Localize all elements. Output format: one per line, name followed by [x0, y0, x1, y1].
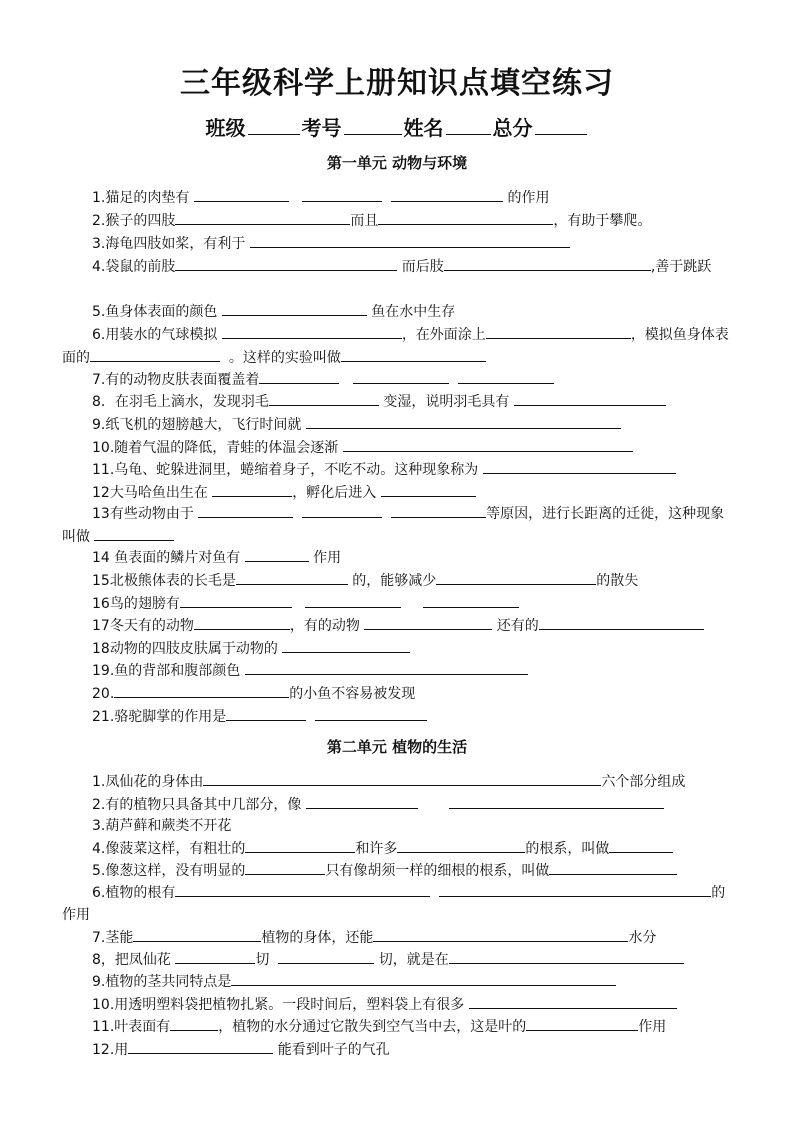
- question-text: 8．在羽毛上滴水，发现羽毛: [92, 394, 269, 410]
- question-text: 13有些动物由于: [92, 506, 199, 522]
- answer-blank[interactable]: [423, 592, 519, 608]
- question-item: [92, 682, 415, 705]
- question-text: 鱼在水中生存: [366, 304, 456, 320]
- answer-blank[interactable]: [483, 458, 676, 474]
- answer-blank[interactable]: [439, 881, 711, 897]
- answer-blank[interactable]: [90, 346, 220, 362]
- answer-blank[interactable]: [175, 209, 350, 225]
- info-label: 班级: [205, 116, 246, 140]
- question-text: 作用: [638, 1019, 667, 1035]
- question-text: 17冬天有的动物: [92, 618, 194, 634]
- question-text: 12大马哈鱼出生在: [92, 485, 213, 501]
- question-text: 切，就是在: [374, 952, 449, 968]
- question-text: [382, 506, 391, 522]
- question-text: [449, 372, 458, 388]
- question-text: 的作用: [62, 885, 726, 923]
- question-text: 植物的身体，还能: [261, 930, 374, 946]
- question-item: [92, 614, 704, 637]
- student-info-line: [0, 112, 794, 141]
- info-label: 姓名: [403, 116, 444, 140]
- question-text: 而且: [350, 213, 379, 229]
- question-item: [92, 481, 476, 504]
- question-text: 3.海龟四肢如桨，有利于: [92, 236, 250, 252]
- answer-blank[interactable]: [245, 859, 325, 875]
- answer-blank[interactable]: [278, 948, 374, 964]
- question-text: [306, 709, 315, 725]
- question-item: [92, 458, 676, 481]
- question-text: 10.随着气温的降低，青蛙的体温会逐渐: [92, 440, 343, 456]
- answer-blank[interactable]: [222, 300, 367, 316]
- question-item: [92, 368, 554, 391]
- answer-blank[interactable]: [226, 705, 306, 721]
- answer-blank[interactable]: [315, 705, 427, 721]
- question-text: [339, 372, 352, 388]
- question-text: 11.乌龟、蛇躲进洞里，蜷缩着身子，不吃不动。这种现象称为: [92, 462, 483, 478]
- question-text: 而后肢: [397, 259, 444, 275]
- answer-blank[interactable]: [444, 255, 651, 271]
- info-blank[interactable]: [344, 119, 402, 135]
- question-text: 5.像葱这样，没有明显的: [92, 863, 246, 879]
- answer-blank[interactable]: [458, 368, 554, 384]
- answer-blank[interactable]: [222, 323, 402, 339]
- question-text: ，在外面涂上: [401, 327, 486, 343]
- question-text: 能看到叶子的气孔: [273, 1042, 390, 1058]
- question-text: 的，能够减少: [347, 573, 437, 589]
- answer-blank[interactable]: [236, 569, 348, 585]
- question-item: [92, 770, 685, 793]
- question-text: 2.有的植物只具备其中几部分，像: [92, 797, 306, 813]
- answer-blank[interactable]: [397, 837, 525, 853]
- question-text: 2.猴子的四肢: [92, 213, 176, 229]
- answer-blank[interactable]: [94, 525, 174, 541]
- answer-blank[interactable]: [203, 770, 601, 786]
- question-text: 12.用: [92, 1042, 129, 1058]
- answer-blank[interactable]: [449, 793, 664, 809]
- answer-blank[interactable]: [180, 592, 292, 608]
- question-text: 切: [255, 952, 279, 968]
- answer-blank[interactable]: [250, 232, 570, 248]
- question-item: [62, 881, 734, 926]
- answer-blank[interactable]: [259, 368, 339, 384]
- question-text: [401, 596, 423, 612]
- answer-blank[interactable]: [282, 637, 410, 653]
- answer-blank[interactable]: [514, 390, 666, 406]
- answer-blank[interactable]: [353, 368, 449, 384]
- question-item: [92, 390, 666, 413]
- question-item: [92, 815, 231, 837]
- answer-blank[interactable]: [194, 614, 290, 630]
- question-text: 六个部分组成: [601, 774, 686, 790]
- question-item: [92, 993, 677, 1016]
- question-item: [92, 546, 341, 569]
- answer-blank[interactable]: [245, 837, 355, 853]
- question-text: 4.像菠菜这样，有粗壮的: [92, 841, 246, 857]
- question-item: [92, 705, 427, 728]
- question-text: 16鸟的翅膀有: [92, 596, 180, 612]
- question-item: [92, 948, 684, 971]
- answer-blank[interactable]: [341, 346, 486, 362]
- question-item: [92, 637, 410, 660]
- question-text: 9.纸飞机的翅膀越大，飞行时间就: [92, 417, 306, 433]
- answer-blank[interactable]: [539, 614, 704, 630]
- question-item: [92, 1038, 390, 1061]
- question-text: ，模拟鱼身体表面的: [62, 327, 729, 366]
- answer-blank[interactable]: [378, 209, 553, 225]
- question-item: [92, 413, 621, 436]
- answer-blank[interactable]: [609, 837, 673, 853]
- question-text: [293, 506, 302, 522]
- question-text: ，有的动物: [289, 618, 365, 634]
- answer-blank[interactable]: [245, 659, 528, 675]
- question-item: [62, 502, 734, 548]
- question-item: [92, 209, 651, 232]
- question-text: 18动物的四肢皮肤属于动物的: [92, 641, 283, 657]
- question-text: 变湿，说明羽毛具有: [378, 394, 514, 410]
- answer-blank[interactable]: [391, 502, 486, 518]
- answer-blank[interactable]: [170, 1015, 218, 1031]
- answer-blank[interactable]: [302, 186, 382, 202]
- question-text: [292, 596, 305, 612]
- answer-blank[interactable]: [198, 502, 293, 518]
- question-text: 的作用: [503, 190, 550, 206]
- answer-blank[interactable]: [391, 186, 503, 202]
- question-item: [92, 232, 570, 255]
- answer-blank[interactable]: [128, 1038, 273, 1054]
- info-label: 总分: [492, 116, 533, 140]
- answer-blank[interactable]: [133, 926, 261, 942]
- answer-blank[interactable]: [306, 413, 621, 429]
- answer-blank[interactable]: [381, 481, 476, 497]
- answer-blank[interactable]: [175, 948, 255, 964]
- question-text: 作用: [308, 550, 342, 566]
- question-text: 1.猫足的肉垫有: [92, 190, 194, 206]
- answer-blank[interactable]: [231, 970, 616, 986]
- question-text: 3.葫芦藓和蕨类不开花: [92, 818, 232, 834]
- answer-blank[interactable]: [526, 1015, 638, 1031]
- question-text: [289, 190, 302, 206]
- question-text: 9.植物的茎共同特点是: [92, 974, 232, 990]
- question-text: 14 鱼表面的鳞片对鱼有: [92, 550, 245, 566]
- answer-blank[interactable]: [486, 323, 631, 339]
- question-text: 4.袋鼠的前肢: [92, 259, 176, 275]
- info-blank[interactable]: [248, 119, 300, 135]
- question-text: ，有助于攀爬。: [553, 213, 652, 229]
- question-text: 21.骆驼脚掌的作用是: [92, 709, 227, 725]
- question-text: ，孵化后进入: [292, 485, 381, 501]
- section-heading: 第二单元 植物的生活: [326, 738, 468, 756]
- info-label: 考号: [301, 116, 342, 140]
- question-text: [382, 190, 391, 206]
- question-item: [92, 186, 550, 209]
- question-text: 10.用透明塑料袋把植物扎紧。一段时间后，塑料袋上有很多: [92, 997, 469, 1013]
- question-text: 。这样的实验叫做: [220, 350, 341, 366]
- answer-blank[interactable]: [194, 186, 289, 202]
- question-text: 只有像胡须一样的细根的根系，叫做: [325, 863, 550, 879]
- answer-blank[interactable]: [436, 569, 596, 585]
- answer-blank[interactable]: [305, 592, 401, 608]
- info-blank[interactable]: [446, 119, 491, 135]
- question-item: [92, 569, 638, 592]
- question-text: 还有的: [492, 618, 539, 634]
- question-text: 20.: [92, 686, 115, 702]
- question-item: [62, 323, 734, 369]
- question-text: 的小鱼不容易被发现: [289, 686, 416, 702]
- answer-blank[interactable]: [449, 948, 684, 964]
- question-text: 19.鱼的背部和腹部颜色: [92, 663, 245, 679]
- question-item: [92, 926, 656, 949]
- answer-blank[interactable]: [302, 502, 382, 518]
- question-item: [92, 659, 528, 682]
- question-text: [418, 797, 449, 813]
- question-text: 6.用装水的气球模拟: [92, 327, 222, 343]
- question-item: [92, 970, 616, 993]
- answer-blank[interactable]: [549, 859, 677, 875]
- answer-blank[interactable]: [364, 614, 492, 630]
- question-text: 和许多: [355, 841, 398, 857]
- question-text: 11.叶表面有: [92, 1019, 171, 1035]
- question-text: ，植物的水分通过它散失到空气当中去，这是叶的: [218, 1019, 527, 1035]
- question-item: [62, 255, 734, 278]
- answer-blank[interactable]: [306, 793, 418, 809]
- answer-blank[interactable]: [245, 546, 309, 562]
- question-text: 1.凤仙花的身体由: [92, 774, 204, 790]
- answer-blank[interactable]: [114, 682, 289, 698]
- info-blank[interactable]: [535, 119, 587, 135]
- question-item: [92, 837, 673, 860]
- answer-blank[interactable]: [212, 481, 292, 497]
- question-text: ,善于跳跃: [650, 259, 712, 275]
- question-text: 的根系，叫做: [525, 841, 610, 857]
- worksheet-title: 三年级科学上册知识点填空练习: [180, 66, 614, 101]
- answer-blank[interactable]: [343, 436, 633, 452]
- question-item: [92, 793, 664, 816]
- answer-blank[interactable]: [175, 881, 430, 897]
- section-heading: 第一单元 动物与环境: [326, 154, 468, 172]
- answer-blank[interactable]: [373, 926, 628, 942]
- answer-blank[interactable]: [269, 390, 379, 406]
- question-text: 8，把凤仙花: [92, 952, 176, 968]
- question-item: [92, 1015, 666, 1038]
- question-text: 15北极熊体表的长毛是: [92, 573, 236, 589]
- answer-blank[interactable]: [175, 255, 397, 271]
- question-text: 的散失: [596, 573, 639, 589]
- question-text: 6.植物的根有: [92, 885, 176, 901]
- question-text: 5.鱼身体表面的颜色: [92, 304, 222, 320]
- question-text: 7.茎能: [92, 930, 134, 946]
- question-text: [430, 885, 439, 901]
- question-text: 水分: [628, 930, 657, 946]
- question-text: 7.有的动物皮肤表面覆盖着: [92, 372, 260, 388]
- question-item: [92, 300, 455, 323]
- question-item: [92, 859, 677, 882]
- answer-blank[interactable]: [469, 993, 677, 1009]
- question-text: 等原因，进行长距离的迁徙，这种现象叫做: [62, 506, 725, 545]
- question-item: [92, 592, 519, 615]
- question-item: [92, 436, 633, 459]
